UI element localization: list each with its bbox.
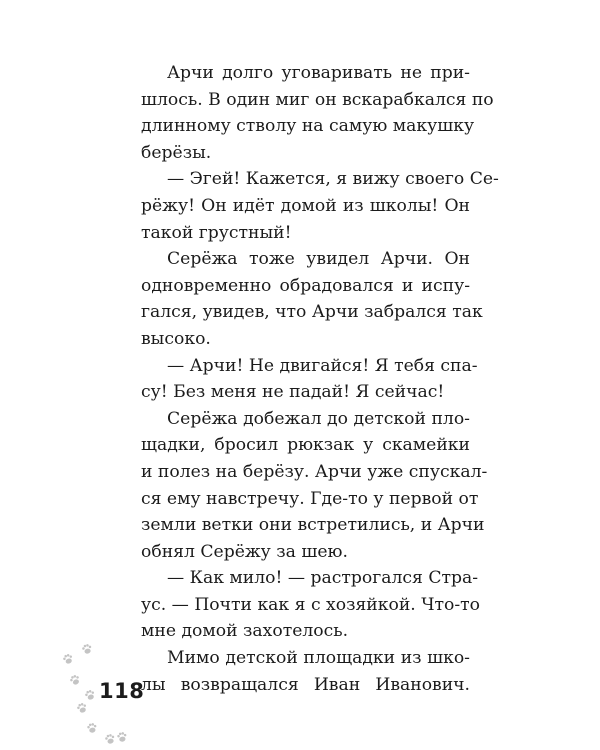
text-line: длинному стволу на самую макушку	[141, 116, 475, 137]
paw-print-icon	[117, 732, 128, 743]
text-line: берёзы.	[141, 142, 212, 163]
text-line: лы возвращался Иван Иванович.	[141, 674, 470, 695]
text-line: — Арчи! Не двигайся! Я тебя спа-	[167, 355, 478, 376]
text-line: одновременно обрадовался и испу-	[141, 275, 470, 296]
page-number: 118	[99, 679, 145, 703]
paw-print-icon	[69, 674, 81, 686]
text-line: Арчи долго уговаривать не при-	[167, 63, 470, 83]
text-line: щадки, бросил рюкзак у скамейки	[141, 435, 470, 456]
text-line: шлось. В один миг он вскарабкался по	[141, 89, 494, 110]
text-line: су! Без меня не падай! Я сейчас!	[141, 382, 445, 403]
text-line: ус. — Почти как я с хозяйкой. Что-то	[141, 594, 481, 615]
text-line: — Как мило! — растрогался Стра-	[167, 568, 479, 589]
paw-print-icon	[84, 689, 96, 701]
paw-print-icon	[87, 723, 98, 734]
text-line: высоко.	[141, 328, 211, 349]
paw-print-icon	[62, 653, 74, 665]
text-line: обнял Серёжу за шею.	[141, 541, 348, 562]
text-line: рёжу! Он идёт домой из школы! Он	[141, 195, 470, 216]
text-line: — Эгей! Кажется, я вижу своего Се-	[167, 169, 499, 190]
paw-print-icon	[76, 702, 88, 714]
text-line: мне домой захотелось.	[141, 621, 349, 642]
text-line: Мимо детской площадки из шко-	[167, 648, 470, 669]
text-line: земли ветки они встретились, и Арчи	[141, 515, 485, 536]
text-line: такой грустный!	[141, 222, 292, 243]
body-text	[141, 60, 499, 698]
text-line: гался, увидев, что Арчи забрался так	[141, 302, 483, 323]
paw-print-icon	[104, 733, 115, 744]
text-line: ся ему навстречу. Где-то у первой от	[141, 488, 479, 509]
text-line: Серёжа добежал до детской пло-	[167, 408, 470, 429]
paw-print-icon	[81, 643, 92, 654]
text-line: и полез на берёзу. Арчи уже спускал-	[141, 461, 488, 482]
text-line: Серёжа тоже увидел Арчи. Он	[167, 249, 470, 270]
